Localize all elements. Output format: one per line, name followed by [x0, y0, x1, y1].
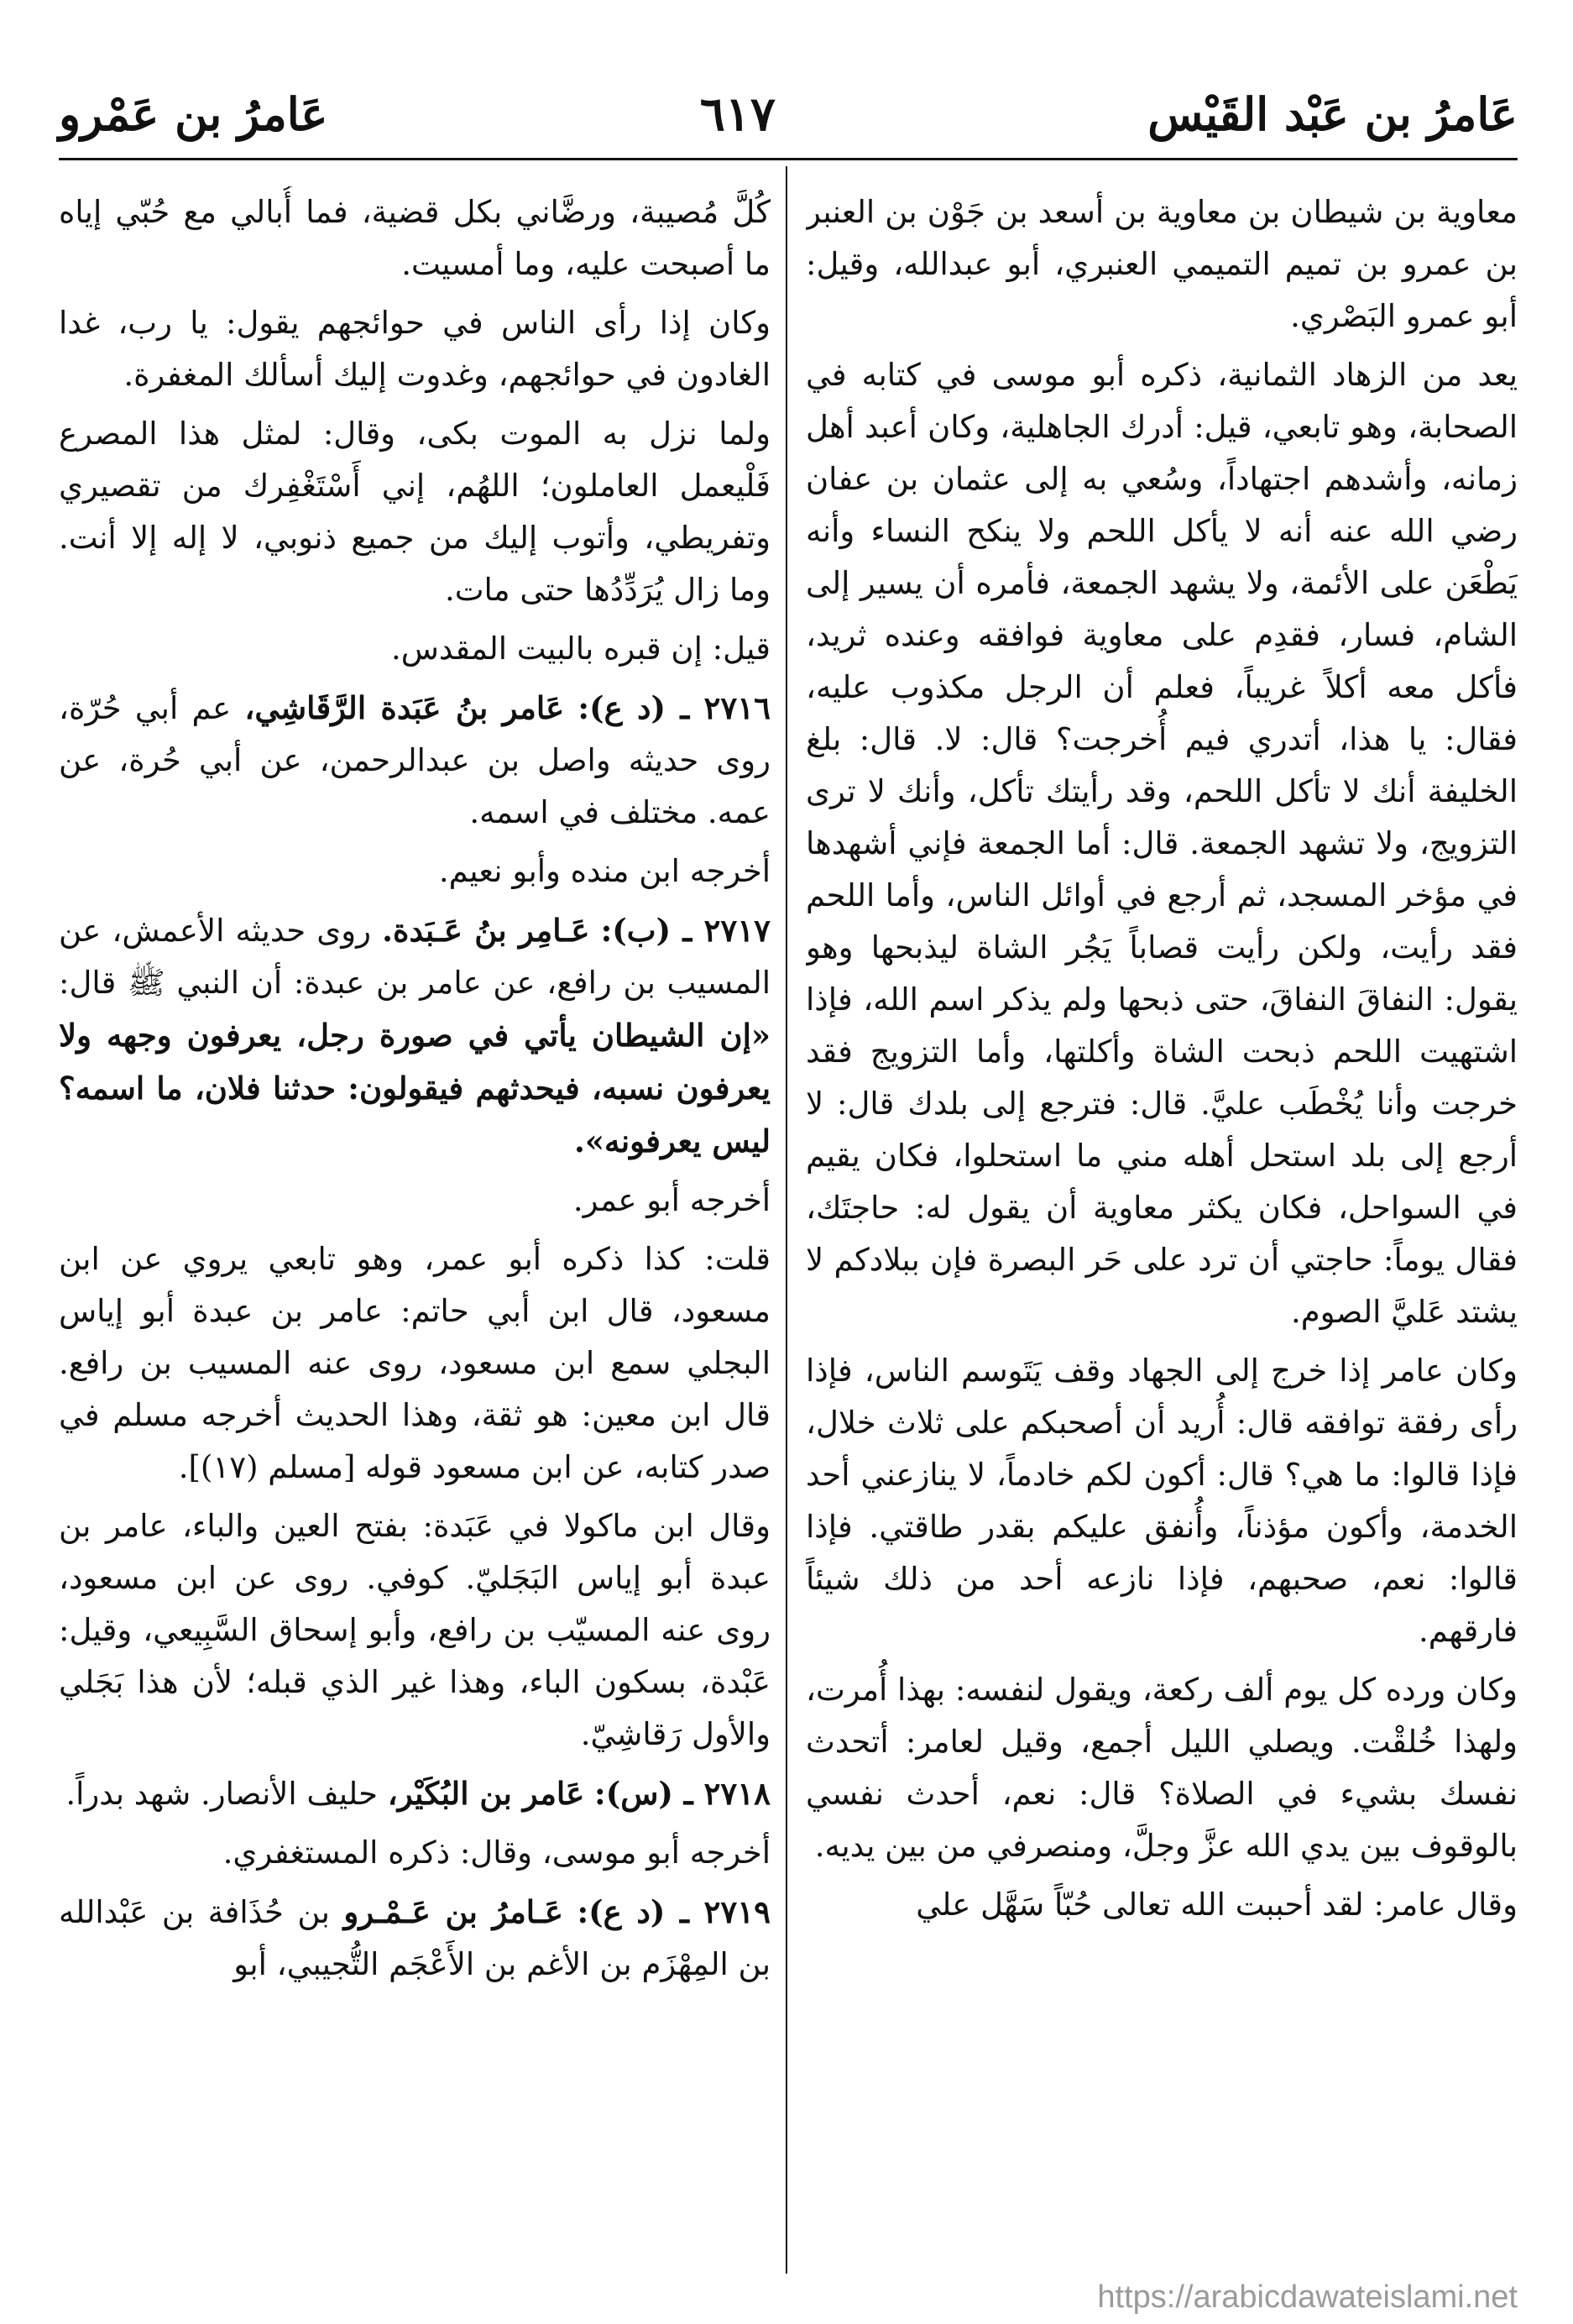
biography-entry-2716: [59, 682, 771, 839]
header-left-title: عَامرُ بن عَمْرو: [59, 87, 328, 141]
paragraph: وكان إذا رأى الناس في حوائجهم يقول: يا رب، غدا الغادون في حوائجهم، وغدوت إليك أسألك المغفرة.: [59, 305, 771, 393]
paragraph: معاوية بن شيطان بن معاوية بن أسعد بن جَوْن بن العنبر بن عمرو بن تميم التميمي العنبري، أبو عبدالله، وقيل: أبو عمرو البَصْري.: [806, 194, 1518, 334]
biography-entry-2717: [59, 904, 771, 1168]
entry-number: ٢٧١٦ ـ (د ع):: [577, 689, 771, 726]
biography-entry-2718: [59, 1767, 771, 1820]
paragraph: ولما نزل به الموت بكى، وقال: لمثل هذا المصرع فَلْيعمل العاملون؛ اللهُم، إني أَسْتَغْفِرك من تقصيري وتفريطي، وأتوب إليك من جميع ذنوبي، لا إله إلا أنت. وما زال يُرَدِّدُها حتى مات.: [59, 416, 771, 608]
hadith-text: «إن الشيطان يأتي في صورة رجل، يعرفون وجهه ولا يعرفون نسبه، فيحدثهم فيقولون: حدثنا فلان، ما اسمه؟ ليس يعرفونه».: [59, 1017, 771, 1159]
paragraph: وقال ابن ماكولا في عَبَدة: بفتح العين والباء، عامر بن عبدة أبو إياس البَجَليّ. كوفي. روى عن ابن مسعود، روى عنه المسيّب بن رافع، وأبو إسحاق السَّبِيعي، وقيل: عَبْدة، بسكون الباء، وهذا غير الذي قبله؛ لأن هذا بَجَلي والأول رَقاشِيّ.: [59, 1508, 771, 1752]
watermark-url: https://arabicdawateislami.net: [1097, 2280, 1518, 2315]
entry-text: حليف الأنصار. شهد بدراً.: [65, 1776, 379, 1812]
page-header: [59, 81, 1518, 148]
entry-name: عَـامِر بنُ عَـبَدة.: [382, 912, 590, 949]
entry-number: ٢٧١٧ ـ (ب):: [600, 912, 771, 949]
paragraph: كُلَّ مُصيبة، ورضَّاني بكل قضية، فما أُبالي مع حُبّي إياه ما أصبحت عليه، وما أمسيت.: [59, 194, 771, 282]
biography-entry-2719: [59, 1886, 771, 1991]
paragraph: وكان ورده كل يوم ألف ركعة، ويقول لنفسه: بهذا أُمرت، ولهذا خُلقْت. ويصلي الليل أجمع، وقيل لعامر: أتحدث نفسك بشيء في الصلاة؟ قال: نعم، أحدث نفسي بالوقوف بين يدي الله عزَّ وجلَّ، ومنصرفي من بين يديه.: [806, 1672, 1518, 1864]
entry-number: ٢٧١٨ ـ (س):: [594, 1775, 771, 1812]
left-column: [59, 186, 771, 2275]
header-right-title: عَامرُ بن عَبْد القَيْس: [1147, 87, 1518, 141]
page-number: ٦١٧: [699, 86, 776, 142]
paragraph: وقال عامر: لقد أحببت الله تعالى حُبّاً سَهَّل علي: [916, 1887, 1518, 1923]
right-column: [806, 186, 1518, 2275]
entry-number: ٢٧١٩ ـ (د ع):: [577, 1893, 771, 1930]
column-divider: [786, 166, 787, 2274]
paragraph: يعد من الزهاد الثمانية، ذكره أبو موسى في كتابه في الصحابة، وهو تابعي، قيل: أدرك الجاهلية، وكان أعبد أهل زمانه، وأشدهم اجتهاداً، وسُعي به إلى عثمان بن عفان رضي الله عنه أنه لا يأكل اللحم ولا ينكح النساء وأنه يَطْعَن على الأئمة، ولا يشهد الجمعة، فأمره أن يسير إلى الشام، فسار، فقدِم على معاوية فوافقه وعنده ثريد، فأكل معه أكلاً غريباً، فعلم أن الرجل مكذوب عليه، فقال: يا هذا، أتدري فيم أُخرجت؟ قال: لا. قال: بلغ الخليفة أنك لا تأكل اللحم، وقد رأيتك تأكل، وأنك لا ترى التزويج، ولا تشهد الجمعة. قال: أما الجمعة فإني أشهدها في مؤخر المسجد، ثم أرجع في أوائل الناس، وأما اللحم فقد رأيت، ولكن رأيت قصاباً يَجُر الشاة ليذبحها وهو يقول: النفاقَ النفاقَ، حتى ذبحها ولم يذكر اسم الله، فإذا اشتهيت اللحم ذبحت الشاة وأكلتها، وأما التزويج فقد خرجت وأنا يُخْطَب عليَّ. قال: فترجع إلى بلدك قال: لا أرجع إلى بلد استحل أهله مني ما استحلوا، فكان يقيم في السواحل، فكان يكثر معاوية أن يقول له: حاجتَك، فقال يوماً: حاجتي أن ترد على حَر البصرة فإن ببلادكم لا يشتد عَليَّ الصوم.: [806, 357, 1518, 1330]
entry-source: أخرجه ابن منده وأبو نعيم.: [438, 853, 771, 889]
paragraph: قيل: إن قبره بالبيت المقدس.: [390, 631, 771, 667]
entry-text: روى حديثه الأعمش، عن المسيب بن رافع، عن عامر بن عبدة: أن النبي ﷺ قال:: [59, 913, 771, 1001]
entry-text: بن حُذَافة بن عَبْدالله بن المِهْزَم بن الأغم بن الأَعْجَم التُّجيبي، أبو: [59, 1894, 771, 1982]
entry-name: عَـامرُ بن عَـمْـرو: [343, 1893, 563, 1930]
entry-source: أخرجه أبو موسى، وقال: ذكره المستغفري.: [222, 1835, 771, 1871]
entry-source: أخرجه أبو عمر.: [572, 1182, 771, 1218]
paragraph: قلت: كذا ذكره أبو عمر، وهو تابعي يروي عن ابن مسعود، قال ابن أبي حاتم: عامر بن عبدة أبو إياس البجلي سمع ابن مسعود، روى عنه المسيب بن رافع. قال ابن معين: هو ثقة، وهذا الحديث أخرجه مسلم في صدر كتابه، عن ابن مسعود قوله [مسلم (١٧)].: [59, 1241, 771, 1485]
header-rule: [59, 158, 1518, 160]
paragraph: وكان عامر إذا خرج إلى الجهاد وقف يَتَوسم الناس، فإذا رأى رفقة توافقه قال: أُريد أن أصحبكم على ثلاث خلال، فإذا قالوا: ما هي؟ قال: أكون لكم خادماً، لا ينازعني أحد الخدمة، وأكون مؤذناً، وأُنفق عليكم بقدر طاقتي. فإذا قالوا: نعم، صحبهم، فإذا نازعه أحد من ذلك شيئاً فارقهم.: [806, 1353, 1518, 1649]
entry-name: عَامر بن البُكَيْر،: [387, 1775, 585, 1812]
entry-name: عَامر بنُ عَبَدة الرَّقَاشِي،: [244, 689, 565, 726]
entry-text: عم أبي حُرّة، روى حديثه واصل بن عبدالرحمن، عن أبي حُرة، عن عمه. مختلف في اسمه.: [59, 690, 771, 830]
